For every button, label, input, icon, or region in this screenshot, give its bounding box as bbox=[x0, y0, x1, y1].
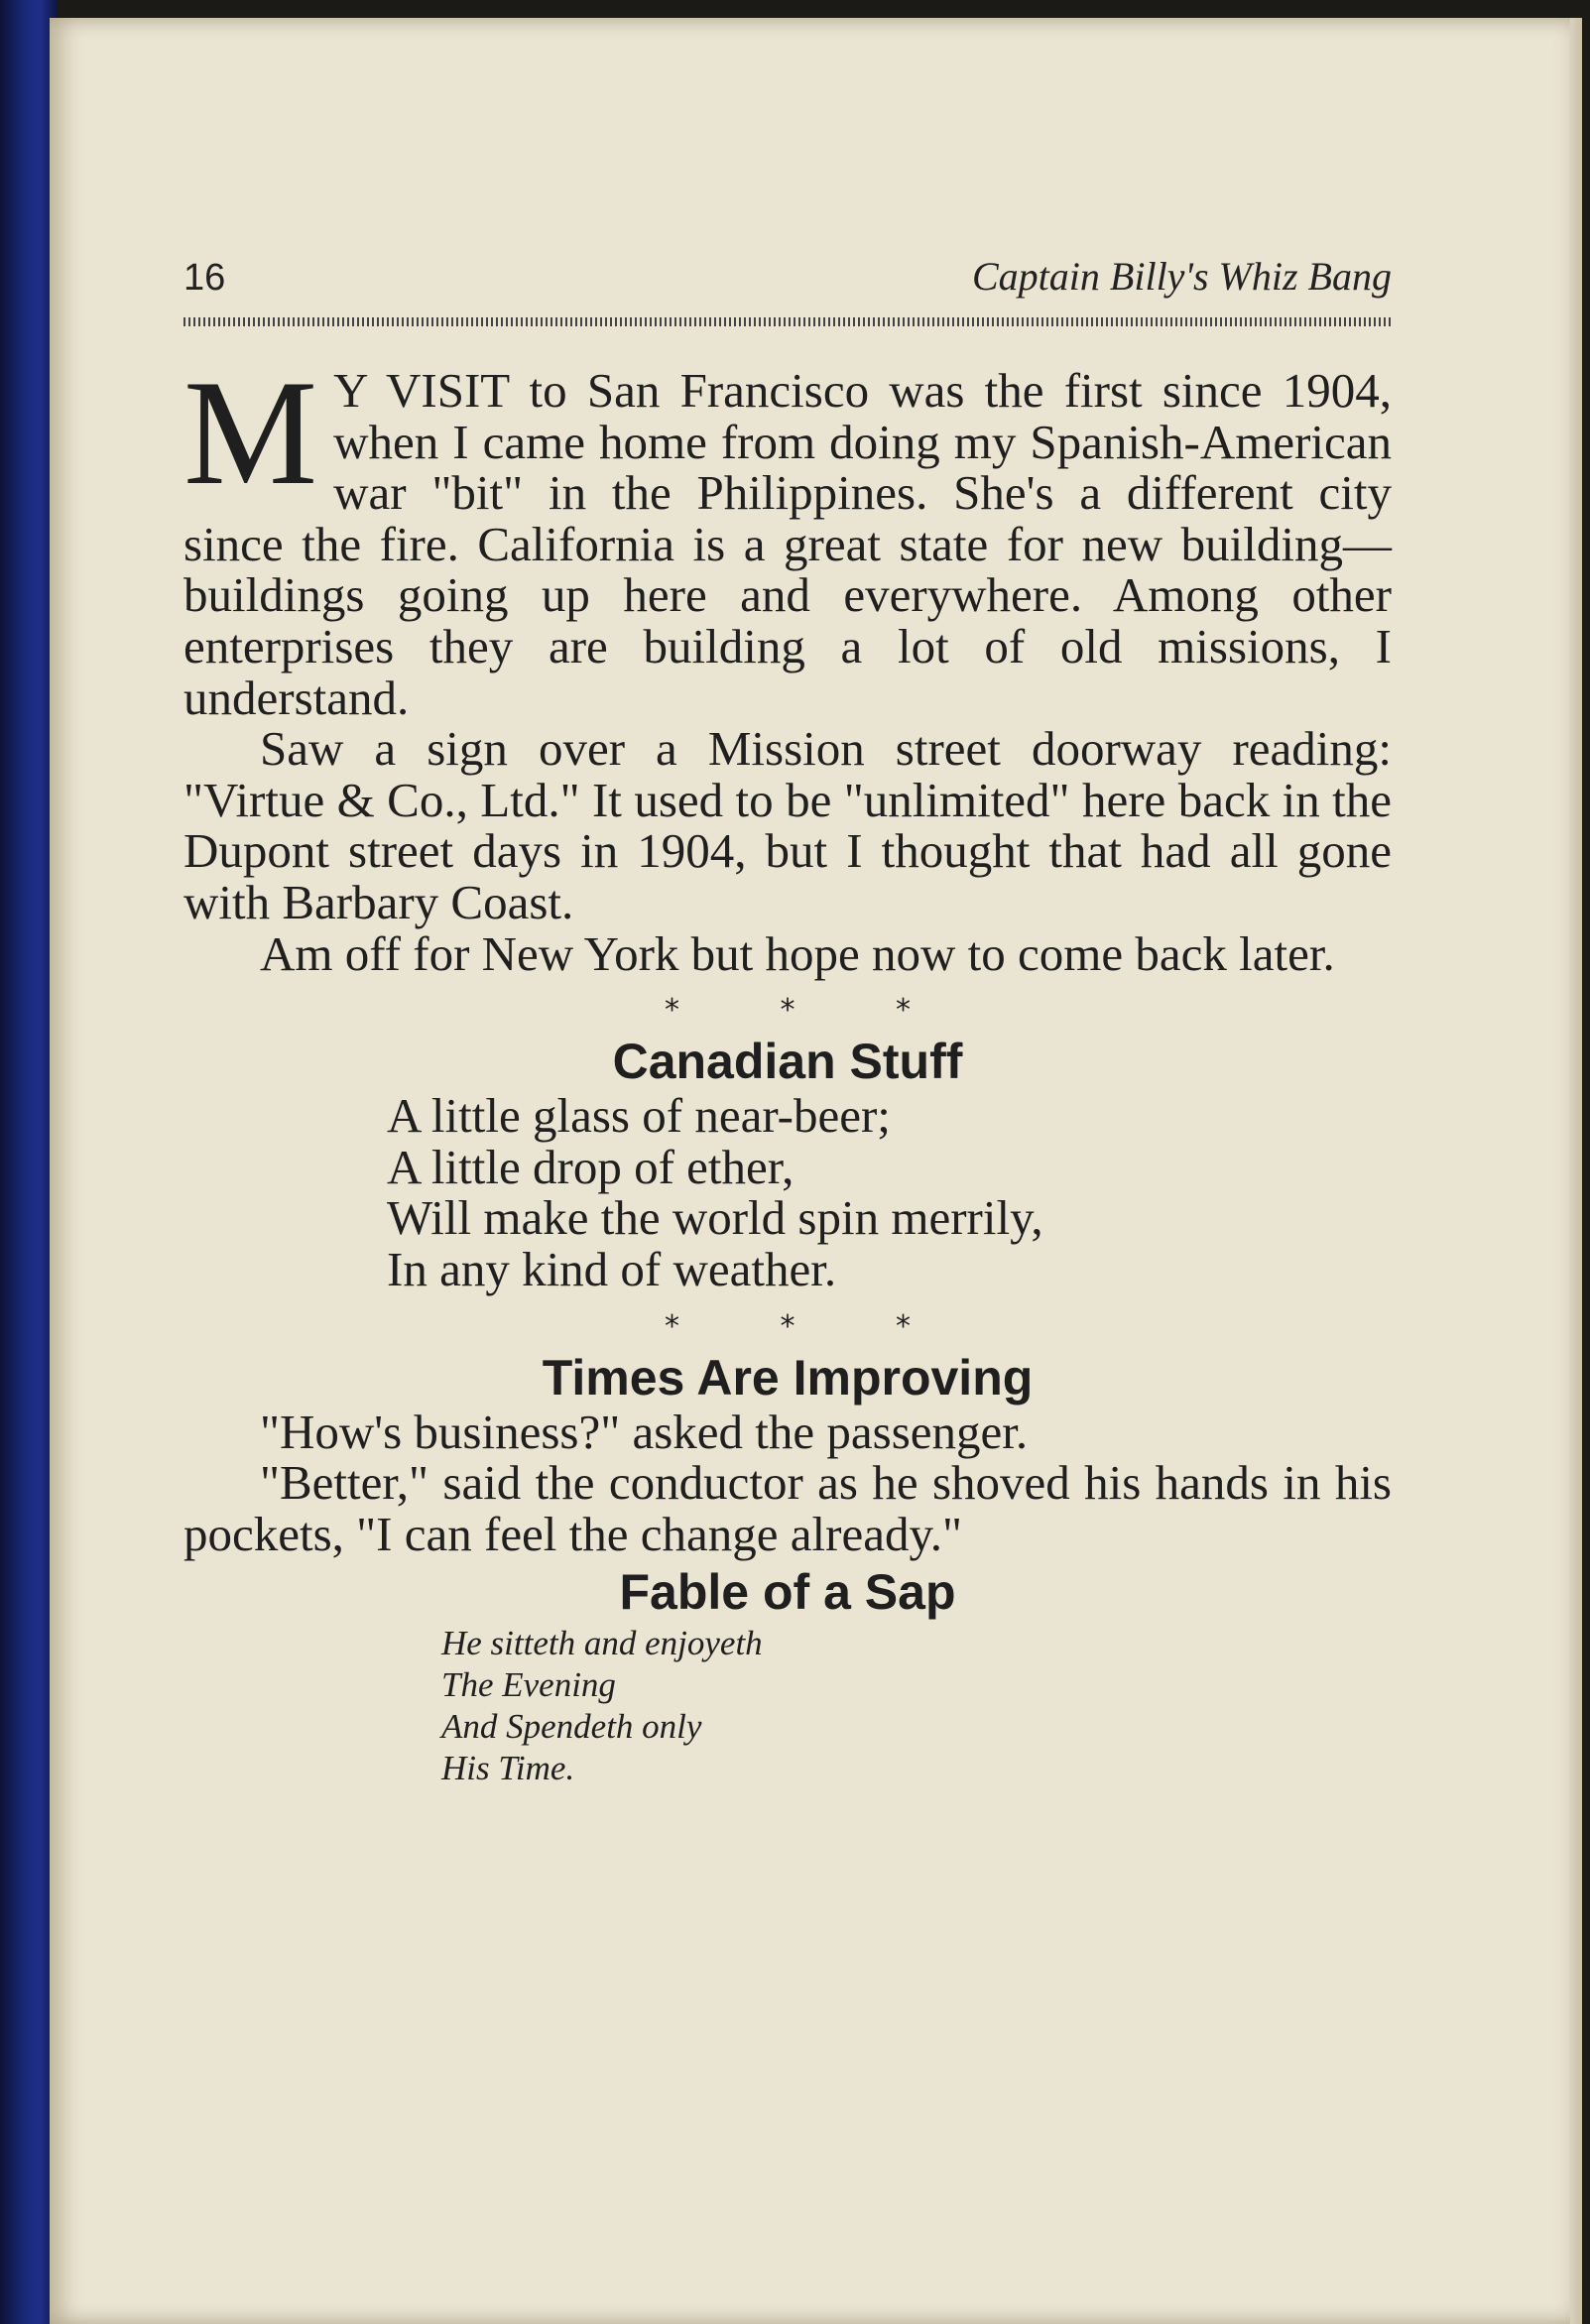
fable-verse bbox=[441, 1623, 1392, 1789]
fable-line: And Spendeth only bbox=[441, 1707, 702, 1747]
poem-line: A little drop of ether, bbox=[387, 1139, 795, 1194]
section-separator: * * * bbox=[664, 1308, 957, 1344]
poem-line: A little glass of near-beer; bbox=[387, 1088, 891, 1144]
page-edge bbox=[1570, 18, 1582, 2324]
fable-line: He sitteth and enjoyeth bbox=[441, 1624, 763, 1663]
section-separator: * * * bbox=[664, 993, 957, 1029]
canadian-stuff-poem bbox=[387, 1090, 1392, 1294]
article-paragraph-3: Am off for New York but hope now to come back later. bbox=[260, 925, 1335, 981]
header-rule bbox=[183, 317, 1392, 326]
article-paragraph-1 bbox=[183, 349, 1392, 725]
article-paragraph-1-text: Y VISIT to San Francisco was the first since 1904, when I came home from doing my Spanish-American war "bit" in the Philippines. She's a different city since the fire. California is a great state for new building—buildings going up here and everywhere. Among other enterprises they are building a lot of old missions, I understand. bbox=[183, 363, 1392, 725]
fable-of-a-sap-title: Fable of a Sap bbox=[619, 1564, 956, 1621]
canadian-stuff-title: Canadian Stuff bbox=[612, 1034, 963, 1090]
page-header bbox=[183, 253, 1392, 312]
fable-line: His Time. bbox=[441, 1749, 575, 1788]
page-number: 16 bbox=[183, 257, 226, 299]
page-body bbox=[183, 349, 1392, 1789]
running-title: Captain Billy's Whiz Bang bbox=[972, 254, 1392, 299]
times-are-improving-title: Times Are Improving bbox=[542, 1349, 1034, 1406]
fable-line: The Evening bbox=[441, 1665, 616, 1705]
drop-cap: M bbox=[183, 349, 318, 516]
poem-line: Will make the world spin merrily, bbox=[387, 1190, 1043, 1246]
poem-line: In any kind of weather. bbox=[387, 1241, 837, 1296]
article-paragraph-2: Saw a sign over a Mission street doorway reading: "Virtue & Co., Ltd." It used to be "unlimited" here back in the Dupont street days in 1904, but I thought that had all gone with Barbary Coast. bbox=[183, 721, 1392, 929]
times-paragraph-2: "Better," said the conductor as he shoved his hands in his pockets, "I can feel the change already." bbox=[183, 1455, 1392, 1561]
times-paragraph-1: "How's business?" asked the passenger. bbox=[260, 1404, 1029, 1459]
